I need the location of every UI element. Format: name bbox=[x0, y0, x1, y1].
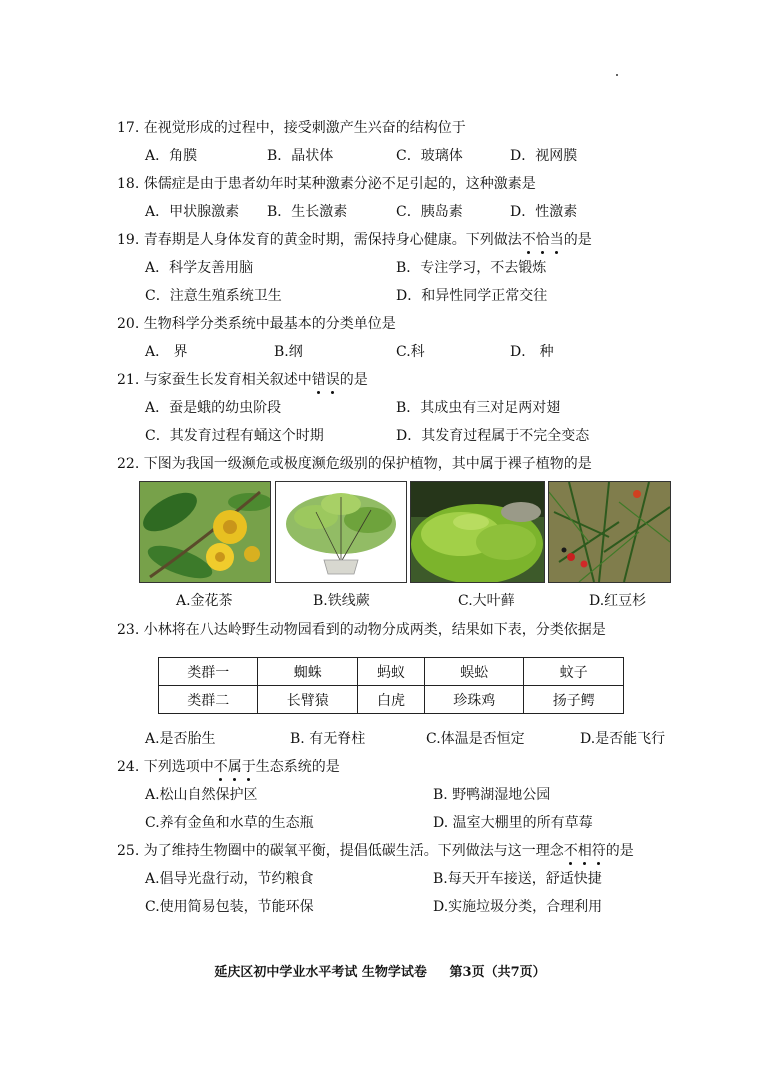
emphasis-mark: 不 bbox=[522, 229, 536, 249]
emphasis-mark: 误 bbox=[326, 369, 340, 389]
question-23-option-b: B. 有无脊柱 bbox=[290, 731, 366, 747]
table-cell: 珍珠鸡 bbox=[425, 686, 524, 714]
question-25-option-d: D.实施垃圾分类，合理利用 bbox=[433, 899, 603, 915]
question-23-option-c: C.体温是否恒定 bbox=[426, 731, 525, 747]
question-24-stem-text: 24. 下列选项中 bbox=[117, 759, 214, 775]
table-cell: 类群二 bbox=[159, 686, 258, 714]
question-25-stem-end: 的是 bbox=[605, 843, 634, 859]
emphasis-mark: 于 bbox=[242, 756, 256, 776]
question-18-stem: 18. 侏儒症是由于患者幼年时某种激素分泌不足引起的，这种激素是 bbox=[117, 176, 536, 192]
question-17-option-d: D．视网膜 bbox=[510, 148, 578, 164]
table-cell: 白虎 bbox=[357, 686, 424, 714]
question-25-option-a: A.倡导光盘行动，节约粮食 bbox=[145, 871, 314, 887]
emphasis-mark: 属 bbox=[228, 756, 242, 776]
question-24-stem bbox=[117, 756, 340, 776]
scan-dot bbox=[616, 74, 618, 76]
question-24-option-a: A.松山自然保护区 bbox=[145, 787, 258, 803]
question-21-stem bbox=[117, 369, 368, 389]
question-17-option-a: A．角膜 bbox=[145, 148, 198, 164]
question-19-stem-end: 的是 bbox=[563, 232, 592, 248]
question-22-option-c: C.大叶藓 bbox=[458, 593, 515, 609]
question-22-stem: 22. 下图为我国一级濒危或极度濒危级别的保护植物，其中属于裸子植物的是 bbox=[117, 456, 592, 472]
question-18-option-c: C．胰岛素 bbox=[396, 204, 463, 220]
emphasis-mark: 相 bbox=[578, 840, 592, 860]
emphasis-mark: 不 bbox=[214, 756, 228, 776]
question-21-option-d: D．其发育过程属于不完全变态 bbox=[396, 428, 590, 444]
table-cell: 类群一 bbox=[159, 658, 258, 686]
table-row bbox=[159, 686, 624, 714]
question-20-option-a: A． 界 bbox=[145, 344, 188, 360]
table-cell: 长臂猿 bbox=[258, 686, 357, 714]
question-20-option-d: D． 种 bbox=[510, 344, 554, 360]
question-17-stem: 17. 在视觉形成的过程中，接受刺激产生兴奋的结构位于 bbox=[117, 120, 466, 136]
question-19-option-d: D．和异性同学正常交往 bbox=[396, 288, 548, 304]
question-23-stem: 23. 小林将在八达岭野生动物园看到的动物分成两类，结果如下表，分类依据是 bbox=[117, 622, 606, 638]
table-cell: 蜘蛛 bbox=[258, 658, 357, 686]
question-20-stem: 20. 生物科学分类系统中最基本的分类单位是 bbox=[117, 316, 396, 332]
question-18-option-b: B．生长激素 bbox=[267, 204, 348, 220]
question-24-option-d: D. 温室大棚里的所有草莓 bbox=[433, 815, 593, 831]
question-24-stem-end: 生态系统的是 bbox=[255, 759, 340, 775]
table-cell: 蚂蚁 bbox=[357, 658, 424, 686]
emphasis-mark: 当 bbox=[550, 229, 564, 249]
question-21-option-c: C．其发育过程有蛹这个时期 bbox=[145, 428, 324, 444]
question-21-option-a: A．蚕是蛾的幼虫阶段 bbox=[145, 400, 282, 416]
question-17-option-c: C．玻璃体 bbox=[396, 148, 463, 164]
question-22-option-a: A.金花茶 bbox=[176, 593, 233, 609]
table-cell: 蚊子 bbox=[524, 658, 624, 686]
question-19-option-a: A．科学友善用脑 bbox=[145, 260, 254, 276]
question-23-option-a: A.是否胎生 bbox=[145, 731, 216, 747]
question-24-option-b: B. 野鸭湖湿地公园 bbox=[433, 787, 551, 803]
camellia-photo bbox=[139, 481, 271, 583]
question-19-stem bbox=[117, 229, 592, 249]
table-row bbox=[159, 658, 624, 686]
moss-photo bbox=[410, 481, 545, 583]
emphasis-mark: 不 bbox=[564, 840, 578, 860]
yew-photo bbox=[548, 481, 671, 583]
emphasis-mark: 恰 bbox=[536, 229, 550, 249]
question-25-option-b: B.每天开车接送，舒适快捷 bbox=[433, 871, 602, 887]
question-21-stem-text: 21. 与家蚕生长发育相关叙述中 bbox=[117, 372, 312, 388]
question-20-option-b: B.纲 bbox=[274, 344, 303, 360]
emphasis-mark: 符 bbox=[592, 840, 606, 860]
question-22-option-d: D.红豆杉 bbox=[589, 593, 647, 609]
table-cell: 蜈蚣 bbox=[425, 658, 524, 686]
question-23-option-d: D.是否能飞行 bbox=[580, 731, 666, 747]
question-19-stem-text: 19. 青春期是人身体发育的黄金时期，需保持身心健康。下列做法 bbox=[117, 232, 522, 248]
question-19-option-b: B．专注学习，不去锻炼 bbox=[396, 260, 547, 276]
maidenhair-fern-photo bbox=[275, 481, 407, 583]
page-footer: 延庆区初中学业水平考试 生物学试卷 第3页（共7页） bbox=[214, 965, 546, 980]
question-22-option-b: B.铁线蕨 bbox=[313, 593, 370, 609]
emphasis-mark: 错 bbox=[312, 369, 326, 389]
question-24-option-c: C.养有金鱼和水草的生态瓶 bbox=[145, 815, 314, 831]
question-18-option-d: D．性激素 bbox=[510, 204, 578, 220]
question-25-stem bbox=[117, 840, 634, 860]
question-19-option-c: C．注意生殖系统卫生 bbox=[145, 288, 282, 304]
question-17-option-b: B．晶状体 bbox=[267, 148, 334, 164]
question-18-option-a: A．甲状腺激素 bbox=[145, 204, 240, 220]
animal-classification-table bbox=[158, 657, 624, 714]
question-20-option-c: C.科 bbox=[396, 344, 425, 360]
table-cell: 扬子鳄 bbox=[524, 686, 624, 714]
question-21-option-b: B．其成虫有三对足两对翅 bbox=[396, 400, 561, 416]
question-21-stem-end: 的是 bbox=[339, 372, 368, 388]
question-25-stem-text: 25. 为了维持生物圈中的碳氧平衡，提倡低碳生活。下列做法与这一理念 bbox=[117, 843, 564, 859]
question-25-option-c: C.使用简易包装，节能环保 bbox=[145, 899, 314, 915]
